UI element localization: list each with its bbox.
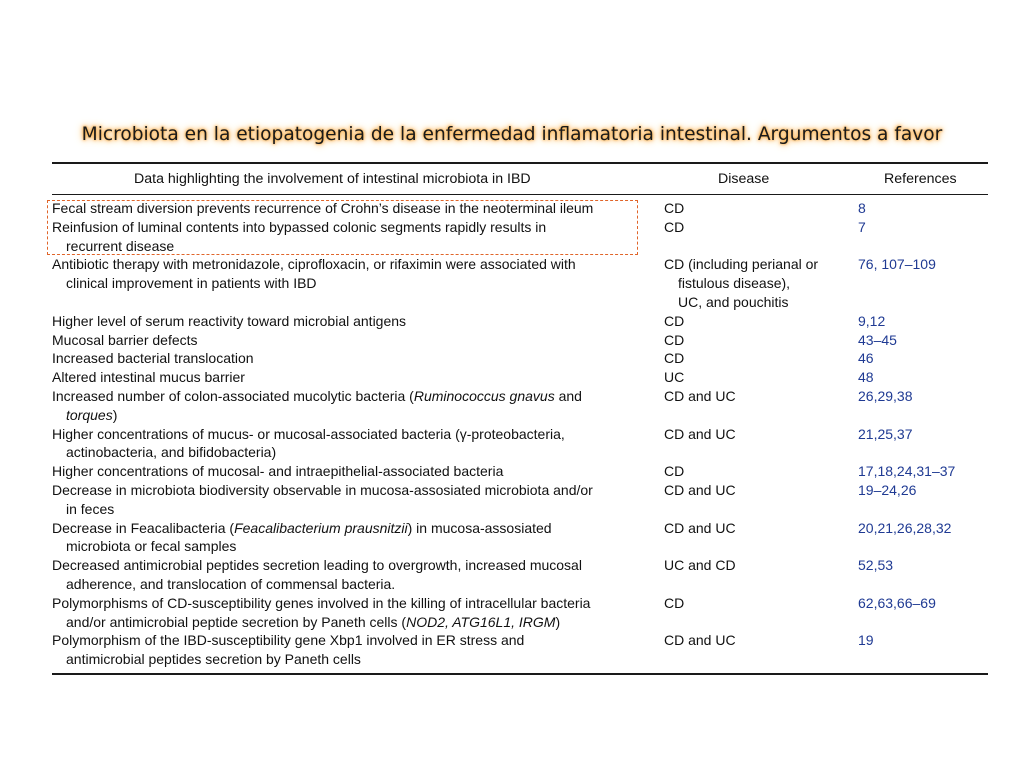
row-references[interactable]: 48 [858, 369, 874, 386]
row-data: Increased number of colon-associated mucolytic bacteria (Ruminococcus gnavus and torques) [52, 387, 582, 423]
row-data: Higher concentrations of mucosal- and intraepithelial-associated bacteria [52, 463, 504, 480]
table-body [52, 195, 988, 673]
table-row [52, 462, 988, 481]
row-data: Decreased antimicrobial peptides secretion leading to overgrowth, increased mucosal adherence, and translocation of commensal bacteria. [52, 557, 582, 592]
row-disease: UC and CD [664, 557, 736, 574]
table-bottom-rule [52, 673, 988, 675]
row-references[interactable]: 43–45 [858, 331, 897, 348]
table-row [52, 368, 988, 387]
row-references[interactable]: 17,18,24,31–37 [858, 463, 956, 480]
row-data: Mucosal barrier defects [52, 331, 198, 348]
table-row [52, 331, 988, 350]
row-disease: CD and UC [664, 481, 736, 498]
row-data: Decrease in microbiota biodiversity observable in mucosa-assosiated microbiota and/or in feces [52, 481, 593, 517]
table-row [52, 481, 988, 519]
table-header [52, 164, 988, 194]
row-disease: UC [664, 369, 685, 386]
table-row [52, 349, 988, 368]
slide-title: Microbiota en la etiopatogenia de la enfermedad inflamatoria intestinal. Argumentos a favor [81, 124, 943, 145]
table-row [52, 218, 988, 256]
table-row [52, 199, 988, 218]
header-data: Data highlighting the involvement of intestinal microbiota in IBD [134, 171, 531, 187]
row-disease: CD [664, 594, 685, 611]
row-data: Fecal stream diversion prevents recurrence of Crohn’s disease in the neoterminal ileum [52, 200, 594, 216]
row-references[interactable]: 8 [858, 200, 866, 216]
row-data: Increased bacterial translocation [52, 350, 254, 367]
row-data: Reinfusion of luminal contents into bypassed colonic segments rapidly results in recurrent disease [52, 218, 547, 254]
table-row [52, 556, 988, 594]
row-disease: CD and UC [664, 387, 736, 404]
row-references[interactable]: 7 [858, 218, 866, 235]
row-data: Polymorphism of the IBD-susceptibility gene Xbp1 involved in ER stress and antimicrobial peptides secretion by Paneth cells [52, 632, 525, 668]
row-references[interactable]: 46 [858, 350, 874, 367]
row-references[interactable]: 52,53 [858, 557, 894, 574]
row-references[interactable]: 19 [858, 632, 874, 649]
header-disease: Disease [718, 171, 770, 187]
table-row [52, 425, 988, 463]
row-disease: CD [664, 312, 685, 329]
row-references[interactable]: 62,63,66–69 [858, 594, 936, 611]
row-disease: CD [664, 218, 685, 235]
row-disease: CD (including perianal or fistulous disease), UC, and pouchitis [664, 256, 819, 310]
header-references: References [884, 171, 957, 187]
row-disease: CD and UC [664, 632, 736, 649]
row-data: Polymorphisms of CD-susceptibility genes involved in the killing of intracellular bacteria and/or antimicrobial peptide secretion by Paneth cells (NOD2, ATG16L1, IRGM) [52, 594, 591, 630]
row-disease: CD [664, 350, 685, 367]
row-disease: CD [664, 331, 685, 348]
row-references[interactable]: 21,25,37 [858, 425, 913, 442]
table-row [52, 519, 988, 557]
row-data: Decrease in Feacalibacteria (Feacalibacterium prausnitzii) in mucosa-assosiated microbiota or fecal samples [52, 519, 552, 555]
table-row [52, 255, 988, 311]
table-row [52, 312, 988, 331]
row-disease: CD and UC [664, 425, 736, 442]
row-data: Higher level of serum reactivity toward microbial antigens [52, 312, 407, 329]
table-row [52, 387, 988, 425]
row-references[interactable]: 9,12 [858, 312, 886, 329]
ibd-microbiota-table [52, 162, 988, 675]
row-disease: CD [664, 200, 685, 216]
row-data: Antibiotic therapy with metronidazole, ciprofloxacin, or rifaximin were associated with clinical improvement in patients with IBD [52, 256, 576, 292]
row-references[interactable]: 19–24,26 [858, 481, 917, 498]
table-row [52, 631, 988, 669]
row-data: Altered intestinal mucus barrier [52, 369, 245, 386]
row-references[interactable]: 20,21,26,28,32 [858, 519, 952, 536]
row-data: Higher concentrations of mucus- or mucosal-associated bacteria (γ-proteobacteria, actinobacteria, and bifidobacteria) [52, 425, 565, 461]
row-references[interactable]: 26,29,38 [858, 387, 913, 404]
row-disease: CD [664, 463, 685, 480]
row-references[interactable]: 76, 107–109 [858, 256, 936, 273]
table-row [52, 594, 988, 632]
row-disease: CD and UC [664, 519, 736, 536]
